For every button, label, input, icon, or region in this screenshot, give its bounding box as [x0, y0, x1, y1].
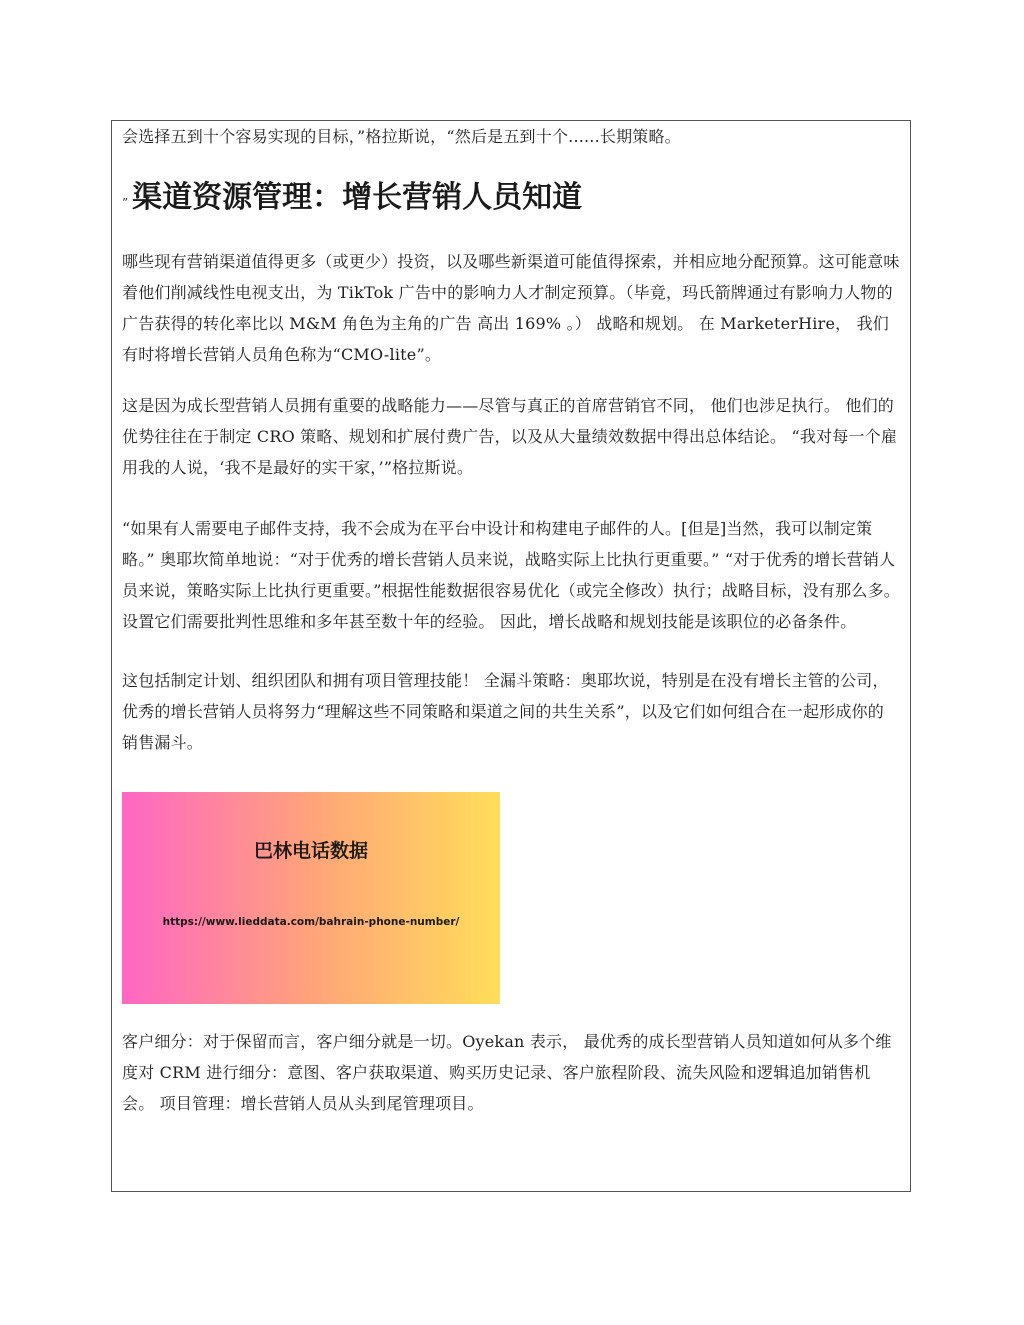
paragraph-customer-segmentation: 客户细分：对于保留而言，客户细分就是一切。Oyekan 表示， 最优秀的成长型营销人员知道如何从多个维度对 CRM 进行细分：意图、客户获取渠道、购买历史记录、客户旅程阶段、流失风险和逻辑追加销售机会。 项目管理：增长营销人员从头到尾管理项目。	[122, 1032, 892, 1113]
banner-url: https://www.lieddata.com/bahrain-phone-number/	[162, 916, 460, 928]
section-heading-row	[122, 176, 900, 220]
section-heading: 渠道资源管理：增长营销人员知道	[132, 180, 583, 215]
paragraph-channel-budget: 哪些现有营销渠道值得更多（或更少）投资，以及哪些新渠道可能值得探索，并相应地分配预算。这可能意味着他们削减线性电视支出，为 TikTok 广告中的影响力人才制定预算。（毕竟，玛氏箭牌通过有影响力人物的广告获得的转化率比以 M&M 角色为主角的广告 高出 169% 。） 战略和规划。 在 MarketerHire， 我们有时将增长营销人员角色称为“CMO-lite”。	[122, 252, 900, 364]
banner-title: 巴林电话数据	[253, 840, 368, 862]
paragraph-strategy-ability: 这是因为成长型营销人员拥有重要的战略能力——尽管与真正的首席营销官不同， 他们也涉足执行。 他们的优势往往在于制定 CRO 策略、规划和扩展付费广告，以及从大量绩效数据中得出总体结论。 “我对每一个雇用我的人说，‘我不是最好的实干家，’”格拉斯说。	[122, 396, 898, 477]
document-frame	[111, 120, 911, 1192]
heading-quote-mark: ”	[122, 196, 129, 210]
intro-paragraph: 会选择五到十个容易实现的目标，”格拉斯说，“然后是五到十个......长期策略。	[122, 127, 681, 146]
paragraph-email-strategy: “如果有人需要电子邮件支持，我不会成为在平台中设计和构建电子邮件的人。[但是]当然，我可以制定策略。” 奥耶坎简单地说：“对于优秀的增长营销人员来说，战略实际上比执行更重要。” “对于优秀的增长营销人员来说，策略实际上比执行更重要。”根据性能数据很容易优化（或完全修改）执行；战略目标，没有那么多。设置它们需要批判性思维和多年甚至数十年的经验。 因此，增长战略和规划技能是该职位的必备条件。	[122, 519, 900, 631]
promo-banner-image	[122, 792, 500, 1004]
paragraph-full-funnel: 这包括制定计划、组织团队和拥有项目管理技能！ 全漏斗策略：奥耶坎说，特别是在没有增长主管的公司， 优秀的增长营销人员将努力“理解这些不同策略和渠道之间的共生关系”，以及它们如何组合在一起形成你的销售漏斗。	[122, 671, 889, 752]
document-content	[122, 121, 900, 1119]
